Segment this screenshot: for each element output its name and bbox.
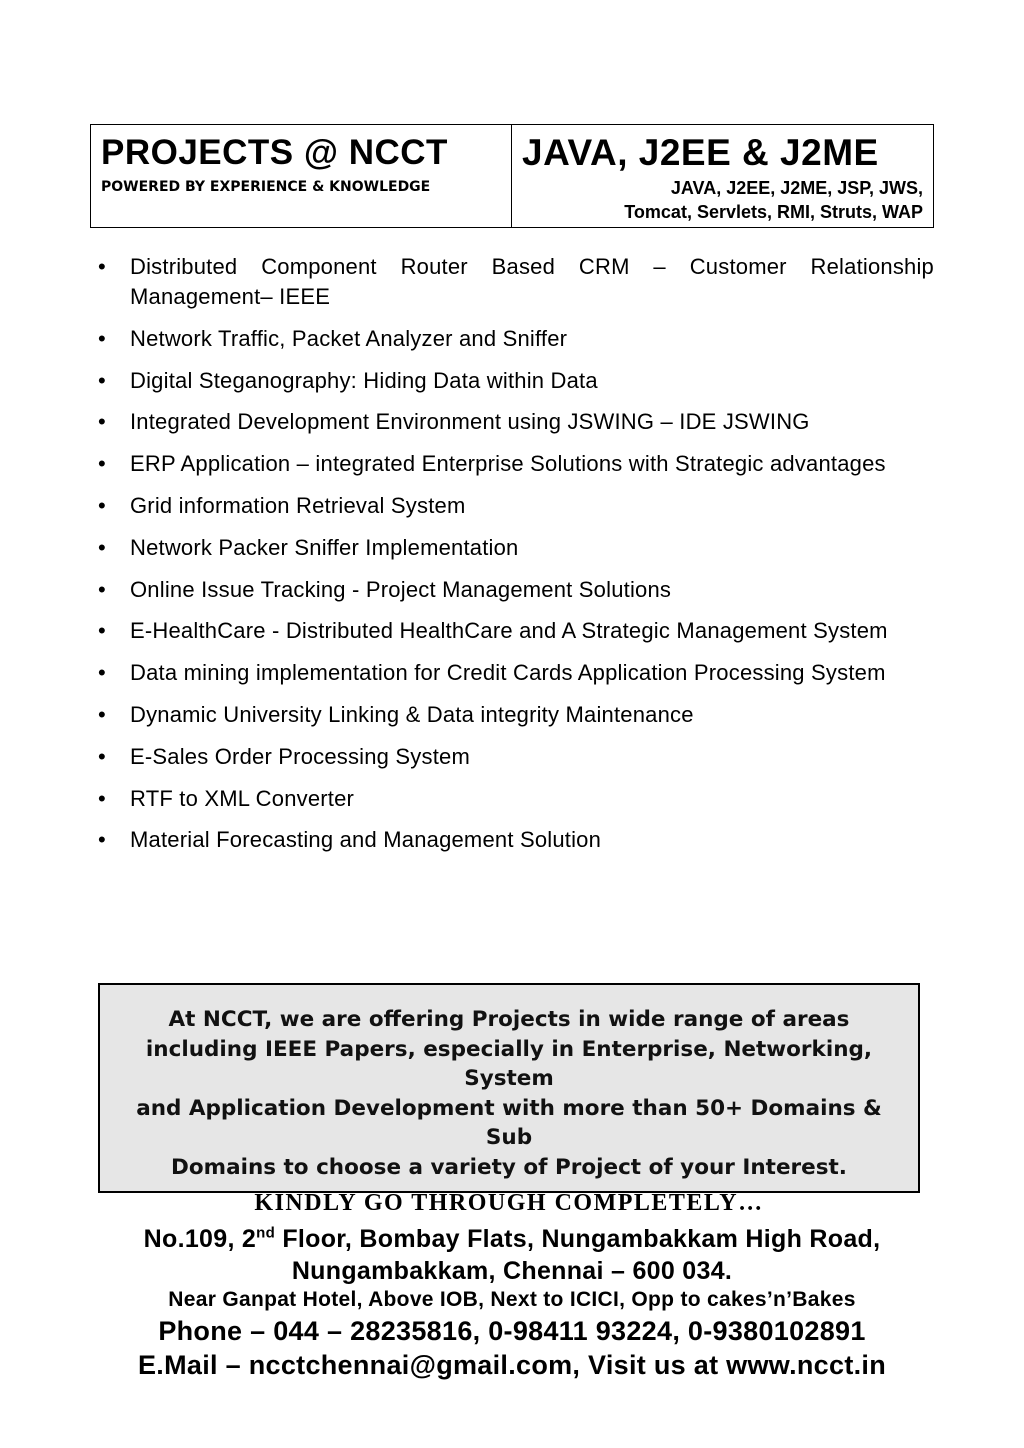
project-title: E-Sales Order Processing System	[130, 743, 470, 769]
project-title: ERP Application – integrated Enterprise Solutions with Strategic advantages	[130, 451, 886, 477]
technology-list	[522, 176, 923, 224]
project-title: Distributed Component Router Based CRM – Customer Relationship Management– IEEE	[130, 254, 934, 309]
call-to-action: KINDLY GO THROUGH COMPLETELY…	[254, 1190, 764, 1216]
technology-line: Tomcat, Servlets, RMI, Struts, WAP	[624, 202, 923, 222]
bullet-icon: •	[98, 451, 106, 477]
list-item	[98, 616, 934, 646]
header-right-cell	[512, 125, 933, 227]
list-item	[98, 575, 934, 605]
list-item	[98, 742, 934, 772]
landmark-directions: Near Ganpat Hotel, Above IOB, Next to ICICI, Opp to cakes’n’Bakes	[168, 1288, 856, 1311]
page-title: PROJECTS @ NCCT	[101, 133, 448, 172]
bullet-icon: •	[98, 785, 106, 811]
bullet-icon: •	[98, 576, 106, 602]
list-item	[98, 533, 934, 563]
header-left-cell	[91, 125, 512, 227]
project-title: Dynamic University Linking & Data integrity Maintenance	[130, 701, 694, 727]
list-item	[98, 700, 934, 730]
address-line	[90, 1222, 934, 1256]
project-list	[98, 252, 934, 867]
project-title: E-HealthCare - Distributed HealthCare and A Strategic Management System	[130, 618, 888, 644]
technology-line: JAVA, J2EE, J2ME, JSP, JWS,	[670, 178, 923, 198]
phone-numbers: Phone – 044 – 28235816, 0-98411 93224, 0-9380102891	[158, 1316, 866, 1346]
bullet-icon: •	[98, 743, 106, 769]
list-item	[98, 252, 934, 312]
project-title: Digital Steganography: Hiding Data within Data	[130, 367, 598, 393]
bullet-icon: •	[98, 409, 106, 435]
bullet-icon: •	[98, 660, 106, 686]
info-paragraph	[110, 1005, 908, 1182]
bullet-icon: •	[98, 618, 106, 644]
list-item	[98, 658, 934, 688]
info-line: including IEEE Papers, especially in Enterprise, Networking, System	[145, 1036, 873, 1091]
list-item	[98, 825, 934, 855]
list-item	[98, 491, 934, 521]
technology-title: JAVA, J2EE & J2ME	[522, 132, 879, 173]
list-item	[98, 324, 934, 354]
project-title: RTF to XML Converter	[130, 785, 355, 811]
info-line: Domains to choose a variety of Project of your Interest.	[171, 1154, 847, 1180]
info-box	[98, 983, 920, 1216]
project-title: Online Issue Tracking - Project Management Solutions	[130, 576, 672, 602]
list-item	[98, 366, 934, 396]
project-title: Network Traffic, Packet Analyzer and Sniffer	[130, 325, 568, 351]
address-prefix: No.109, 2	[143, 1225, 257, 1253]
project-title: Network Packer Sniffer Implementation	[130, 534, 519, 560]
bullet-icon: •	[98, 701, 106, 727]
info-line: and Application Development with more than 50+ Domains & Sub	[136, 1095, 882, 1150]
info-line: At NCCT, we are offering Projects in wide range of areas	[168, 1007, 850, 1032]
ordinal-suffix: nd	[256, 1224, 276, 1242]
contact-footer	[90, 1222, 934, 1382]
list-item	[98, 784, 934, 814]
project-title: Data mining implementation for Credit Cards Application Processing System	[130, 660, 886, 686]
project-title: Integrated Development Environment using JSWING – IDE JSWING	[130, 409, 810, 435]
email-and-website: E.Mail – ncctchennai@gmail.com, Visit us at www.ncct.in	[137, 1350, 887, 1380]
header-box	[90, 124, 934, 228]
address-city: Nungambakkam, Chennai – 600 034.	[291, 1257, 733, 1285]
tagline: POWERED BY EXPERIENCE & KNOWLEDGE	[101, 179, 431, 195]
bullet-icon: •	[98, 492, 106, 518]
list-item	[98, 449, 934, 479]
bullet-icon: •	[98, 827, 106, 853]
address-suffix: Floor, Bombay Flats, Nungambakkam High Road,	[275, 1225, 881, 1253]
bullet-icon: •	[98, 254, 106, 279]
project-title: Material Forecasting and Management Solution	[130, 827, 602, 853]
bullet-icon: •	[98, 534, 106, 560]
bullet-icon: •	[98, 325, 106, 351]
project-title: Grid information Retrieval System	[130, 492, 466, 518]
list-item	[98, 407, 934, 437]
bullet-icon: •	[98, 367, 106, 393]
